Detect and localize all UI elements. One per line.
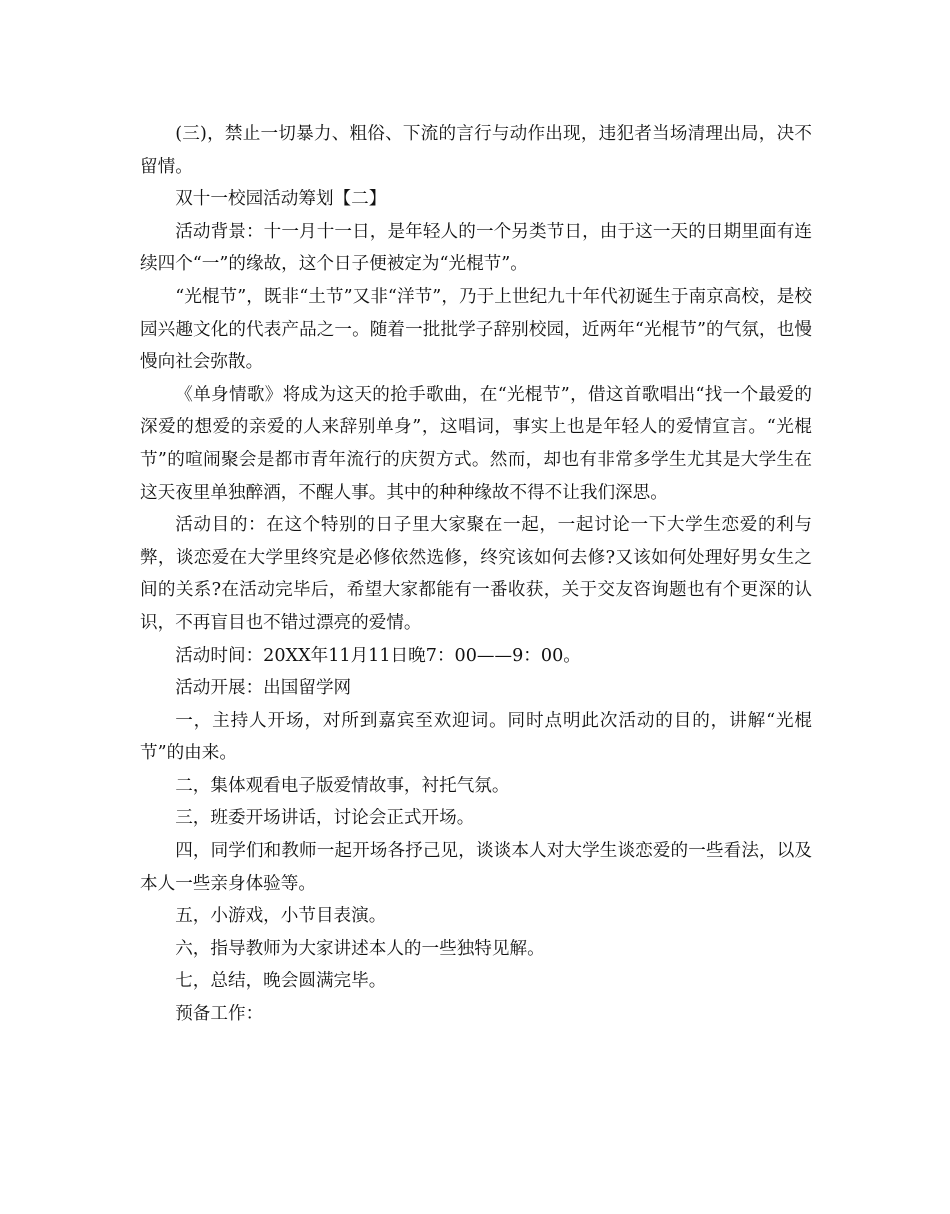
paragraph-background: 活动背景：十一月十一日，是年轻人的一个另类节日，由于这一天的日期里面有连续四个“一”的缘故，这个日子便被定为“光棍节”。 <box>140 221 812 275</box>
agenda-item-1: 一，主持人开场，对所到嘉宾至欢迎词。同时点明此次活动的目的，讲解“光棍节”的由来。 <box>140 710 812 764</box>
agenda-item-2: 二，集体观看电子版爱情故事，衬托气氛。 <box>175 775 510 796</box>
paragraph-time: 活动时间：20XX年11月11日晚7：00——9：00。 <box>175 645 581 666</box>
paragraph-venue: 活动开展：出国留学网 <box>175 678 352 699</box>
paragraph-song: 《单身情歌》将成为这天的抢手歌曲，在“光棍节”，借这首歌唱出“找一个最爱的深爱的想爱的亲爱的人来辞别单身”，这唱词，事实上也是年轻人的爱情宣言。“光棍节”的喧闹聚会是都市青年流行的庆贺方式。然而，却也有非常多学生尤其是大学生在这天夜里单独醉酒，不醒人事。其中的种种缘故不得不让我们深思。 <box>140 384 812 503</box>
agenda-item-6: 六，指导教师为大家讲述本人的一些独特见解。 <box>175 938 545 959</box>
agenda-item-3: 三，班委开场讲话，讨论会正式开场。 <box>175 808 475 829</box>
agenda-item-5: 五，小游戏，小节目表演。 <box>175 906 387 927</box>
section-heading: 双十一校园活动筹划【二】 <box>175 189 387 210</box>
paragraph-origin: “光棍节”，既非“土节”又非“洋节”，乃于上世纪九十年代初诞生于南京高校，是校园兴趣文化的代表产品之一。随着一批批学子辞别校园，近两年“光棍节”的气氛，也慢慢向社会弥散。 <box>140 286 812 373</box>
document-body <box>140 118 812 1031</box>
agenda-item-7: 七，总结，晚会圆满完毕。 <box>175 971 387 992</box>
paragraph-preparation: 预备工作： <box>175 1004 264 1025</box>
agenda-item-4: 四，同学们和教师一起开场各抒己见，谈谈本人对大学生谈恋爱的一些看法，以及本人一些亲身体验等。 <box>140 841 812 894</box>
paragraph-rule-3: (三)，禁止一切暴力、粗俗、下流的言行与动作出现，违犯者当场清理出局，决不留情。 <box>140 124 812 177</box>
paragraph-purpose: 活动目的：在这个特别的日子里大家聚在一起，一起讨论一下大学生恋爱的利与弊，谈恋爱在大学里终究是必修依然选修，终究该如何去修?又该如何处理好男女生之间的关系?在活动完毕后，希望大家都能有一番收获，关于交友咨询题也有个更深的认识，不再盲目也不错过漂亮的爱情。 <box>140 515 812 633</box>
